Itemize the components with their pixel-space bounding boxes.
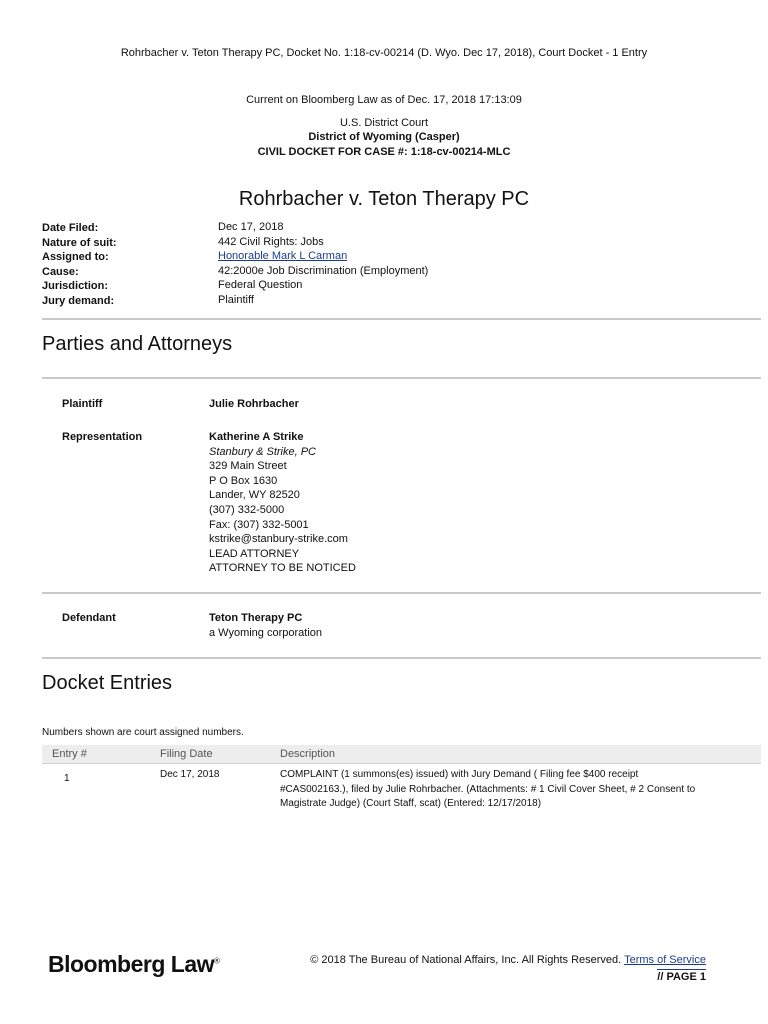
- entry-date: Dec 17, 2018: [160, 769, 220, 780]
- nature-of-suit-label: Nature of suit:: [42, 236, 117, 249]
- cause-value: 42:2000e Job Discrimination (Employment): [218, 264, 429, 277]
- nature-of-suit-value: 442 Civil Rights: Jobs: [218, 235, 324, 248]
- entry-description-line: Magistrate Judge) (Court Staff, scat) (Entered: 12/17/2018): [280, 798, 542, 809]
- parties-heading: Parties and Attorneys: [42, 333, 233, 355]
- district-name: District of Wyoming (Casper): [308, 131, 460, 143]
- footer-copyright-line: [310, 954, 706, 966]
- divider: [42, 657, 761, 659]
- attorney-email: kstrike@stanbury-strike.com: [209, 533, 348, 546]
- defendant-desc: a Wyoming corporation: [209, 626, 323, 639]
- divider: [42, 318, 761, 320]
- defendant-label: Defendant: [62, 612, 116, 624]
- terms-of-service-link[interactable]: Terms of Service: [624, 954, 706, 966]
- docket-table-header: [42, 745, 761, 764]
- attorney-name: Katherine A Strike: [209, 431, 304, 443]
- entry-description-line: #CAS002163.), filed by Julie Rohrbacher. (Attachments: # 1 Civil Cover Sheet, # 2 Consent to: [280, 783, 696, 795]
- current-on-text: Current on Bloomberg Law as of Dec. 17, 2018 17:13:09: [246, 94, 522, 106]
- defendant-block: [209, 611, 322, 640]
- defendant-name: Teton Therapy PC: [209, 612, 303, 624]
- bloomberg-law-logo: [48, 951, 219, 978]
- plaintiff-name: Julie Rohrbacher: [209, 398, 299, 410]
- copyright-text: © 2018 The Bureau of National Affairs, Inc. All Rights Reserved.: [310, 954, 622, 966]
- date-filed-label: Date Filed:: [42, 222, 99, 234]
- attorney-address-1: 329 Main Street: [209, 460, 287, 473]
- attorney-fax: Fax: (307) 332-5001: [209, 518, 309, 531]
- page-number: // PAGE 1: [657, 971, 706, 983]
- docket-heading: Docket Entries: [42, 672, 173, 694]
- judge-link[interactable]: Honorable Mark L Carman: [218, 250, 348, 263]
- entry-number: 1: [64, 773, 70, 784]
- case-title: Rohrbacher v. Teton Therapy PC: [238, 188, 530, 210]
- docket-note: Numbers shown are court assigned numbers.: [42, 727, 244, 738]
- docket-line: CIVIL DOCKET FOR CASE #: 1:18-cv-00214-MLC: [257, 146, 511, 158]
- attorney-address-2: P O Box 1630: [209, 474, 278, 487]
- jurisdiction-value: Federal Question: [218, 279, 303, 292]
- divider: [42, 377, 761, 379]
- attorney-role-lead: LEAD ATTORNEY: [209, 547, 300, 560]
- divider: [42, 592, 761, 594]
- jurisdiction-label: Jurisdiction:: [42, 280, 109, 293]
- plaintiff-label: Plaintiff: [62, 398, 103, 410]
- entry-description: [280, 768, 750, 812]
- attorney-phone: (307) 332-5000: [209, 503, 285, 516]
- jury-demand-label: Jury demand:: [42, 295, 115, 307]
- logo-registered-mark: ®: [214, 956, 220, 966]
- date-filed-value: Dec 17, 2018: [218, 221, 284, 233]
- column-filing-date: Filing Date: [160, 748, 213, 760]
- attorney-city: Lander, WY 82520: [209, 489, 300, 502]
- assigned-to-label: Assigned to:: [42, 251, 109, 264]
- running-title: Rohrbacher v. Teton Therapy PC, Docket No. 1:18-cv-00214 (D. Wyo. Dec 17, 2018), Court Docket - 1 Entry: [120, 47, 648, 59]
- court-name: U.S. District Court: [339, 117, 428, 129]
- attorney-firm: Stanbury & Strike, PC: [209, 445, 316, 458]
- entry-description-line: COMPLAINT (1 summons(es) issued) with Jury Demand ( Filing fee $400 receipt: [280, 769, 639, 780]
- cause-label: Cause:: [42, 265, 79, 278]
- column-entry: Entry #: [52, 748, 87, 760]
- attorney-block: [209, 430, 356, 576]
- logo-text: Bloomberg Law: [48, 951, 215, 977]
- jury-demand-value: Plaintiff: [218, 294, 254, 306]
- column-description: Description: [280, 748, 336, 760]
- representation-label: Representation: [62, 431, 143, 443]
- attorney-role-noticed: ATTORNEY TO BE NOTICED: [209, 562, 356, 575]
